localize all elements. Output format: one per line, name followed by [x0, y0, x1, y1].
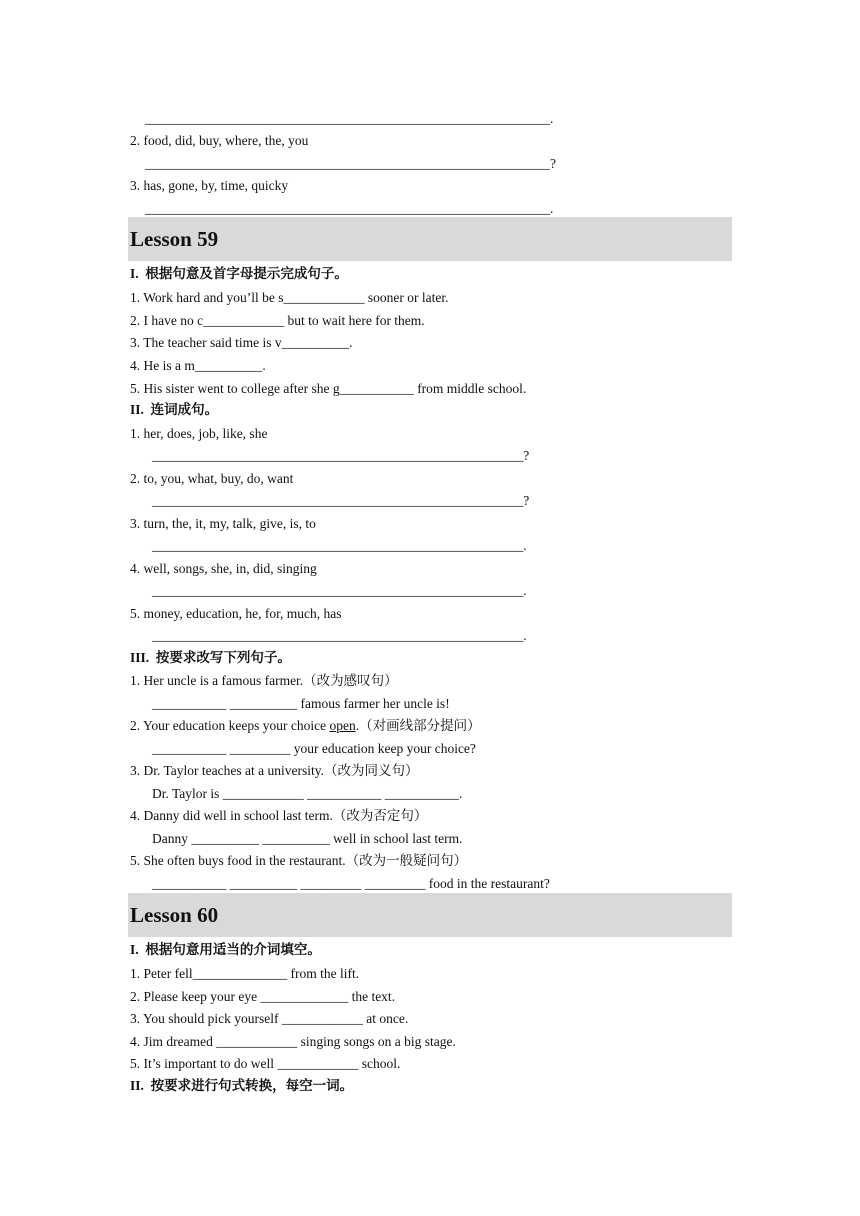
question-text: 5. money, education, he, for, much, has	[130, 606, 342, 621]
section-heading: III. 按要求改写下列句子。	[130, 650, 291, 665]
answer-line: ____________________________________________________________.	[145, 111, 554, 126]
exercise-item: 2. I have no c____________ but to wait here for them.	[130, 313, 425, 328]
question-text: 5. She often buys food in the restaurant.（改为一般疑问句）	[130, 853, 468, 868]
question-text-part: 2. Your education keeps your choice	[130, 718, 330, 733]
section-heading: I. 根据句意用适当的介词填空。	[130, 942, 321, 957]
answer-line: Dr. Taylor is ____________ ___________ ___________.	[152, 786, 463, 801]
exercise-item: 5. It’s important to do well ____________ school.	[130, 1056, 401, 1071]
question-text: 2. food, did, buy, where, the, you	[130, 133, 309, 148]
answer-line: _______________________________________________________.	[152, 538, 527, 553]
question-text-part: .（对画线部分提问）	[355, 718, 481, 733]
question-text: 3. turn, the, it, my, talk, give, is, to	[130, 516, 316, 531]
answer-line: ____________________________________________________________?	[145, 156, 556, 171]
exercise-item: 3. The teacher said time is v__________.	[130, 335, 353, 350]
section-heading: II. 连词成句。	[130, 402, 219, 417]
question-text: 4. well, songs, she, in, did, singing	[130, 561, 317, 576]
question-text: 4. Danny did well in school last term.（改为否定句）	[130, 808, 428, 823]
section-heading: I. 根据句意及首字母提示完成句子。	[130, 266, 348, 281]
answer-line: _______________________________________________________.	[152, 628, 527, 643]
answer-line: _______________________________________________________?	[152, 448, 530, 463]
lesson-title: Lesson 60	[130, 903, 219, 927]
answer-line: _______________________________________________________?	[152, 493, 530, 508]
question-text: 2. to, you, what, buy, do, want	[130, 471, 294, 486]
exercise-item: 4. Jim dreamed ____________ singing songs on a big stage.	[130, 1034, 456, 1049]
lesson-banner	[128, 217, 732, 261]
section-heading: II. 按要求进行句式转换，每空一词。	[130, 1078, 354, 1093]
exercise-item: 5. His sister went to college after she g___________ from middle school.	[130, 381, 527, 396]
answer-line: ___________ _________ your education keep your choice?	[152, 741, 476, 756]
answer-line: ___________ __________ _________ _________ food in the restaurant?	[152, 876, 550, 891]
exercise-item: 3. You should pick yourself ____________ at once.	[130, 1011, 409, 1026]
question-text: 3. Dr. Taylor teaches at a university.（改为同义句）	[130, 763, 419, 778]
exercise-item: 2. Please keep your eye _____________ the text.	[130, 989, 396, 1004]
lesson-banner	[128, 893, 732, 937]
question-text: 3. has, gone, by, time, quicky	[130, 178, 289, 193]
answer-line: _______________________________________________________.	[152, 583, 527, 598]
exercise-item: 1. Work hard and you’ll be s____________ sooner or later.	[130, 290, 449, 305]
answer-line: Danny __________ __________ well in school last term.	[152, 831, 463, 846]
question-text: 1. Her uncle is a famous farmer.（改为感叹句）	[130, 673, 398, 688]
underlined-word: open	[329, 718, 356, 733]
question-text	[130, 717, 481, 735]
exercise-item: 4. He is a m__________.	[130, 358, 266, 373]
exercise-item: 1. Peter fell______________ from the lift.	[130, 966, 360, 981]
answer-line: ___________ __________ famous farmer her uncle is!	[152, 696, 450, 711]
question-text: 1. her, does, job, like, she	[130, 426, 268, 441]
answer-line: ____________________________________________________________.	[145, 201, 554, 216]
lesson-title: Lesson 59	[130, 227, 219, 251]
